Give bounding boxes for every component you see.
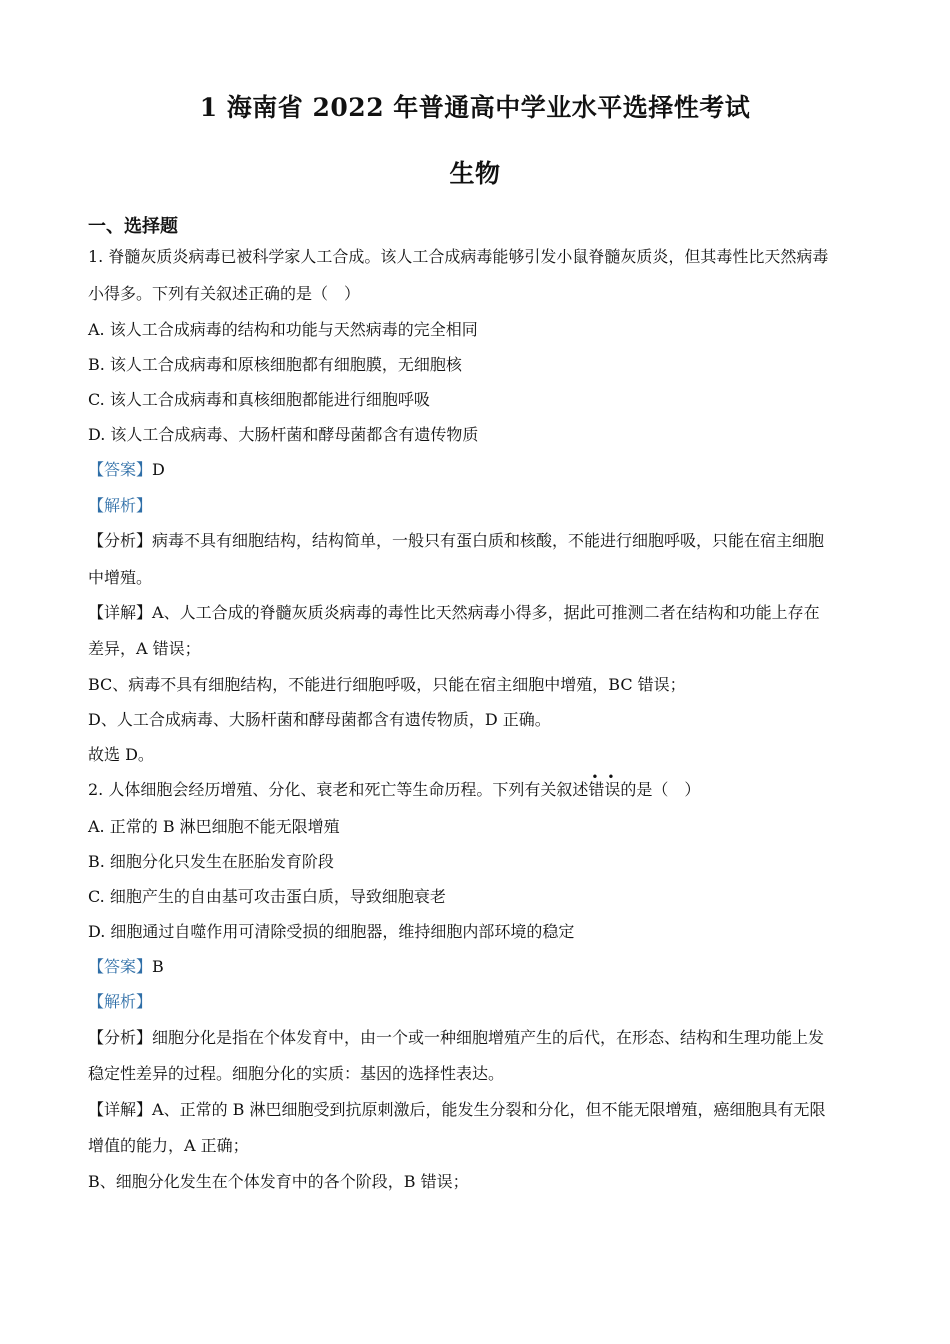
q2-analysis-heading	[88, 992, 868, 1012]
q1-analysis-heading	[88, 496, 868, 516]
xiangjie-tag: 【详解】	[88, 1100, 153, 1119]
analysis-tag: 【解析】	[88, 496, 153, 515]
q1-detail-bc: BC、病毒不具有细胞结构，不能进行细胞呼吸，只能在宿主细胞中增殖，BC 错误；	[88, 675, 686, 694]
subject-title: 生物	[449, 159, 501, 188]
q2-stem-emphasis	[588, 770, 621, 800]
q1-option-b: B. 该人工合成病毒和原核细胞都有细胞膜，无细胞核	[88, 355, 462, 374]
q1-stem-line1: 1. 脊髓灰质炎病毒已被科学家人工合成。该人工合成病毒能够引发小鼠脊髓灰质炎，但其毒性比天然病毒	[88, 247, 829, 266]
q1-fenxi-line1	[88, 531, 868, 551]
q2-stem	[88, 770, 868, 800]
q2-option-b: B. 细胞分化只发生在胚胎发育阶段	[88, 852, 334, 871]
q1-answer	[88, 460, 868, 480]
emphasis-dot-icon: •	[591, 770, 599, 784]
answer-value: D	[152, 460, 165, 479]
answer-value: B	[152, 957, 164, 976]
section-heading: 一、选择题	[88, 216, 178, 237]
q2-detail-b: B、细胞分化发生在个体发育中的各个阶段，B 错误；	[88, 1172, 469, 1191]
xiangjie-text: A、正常的 B 淋巴细胞受到抗原刺激后，能发生分裂和分化，但不能无限增殖，癌细胞具有无限	[152, 1100, 826, 1119]
q2-option-d: D. 细胞通过自噬作用可清除受损的细胞器，维持细胞内部环境的稳定	[88, 922, 575, 941]
emphasis-dot-icon: •	[607, 770, 615, 784]
q1-option-c: C. 该人工合成病毒和真核细胞都能进行细胞呼吸	[88, 390, 430, 409]
answer-tag: 【答案】	[88, 957, 153, 976]
q1-option-a: A. 该人工合成病毒的结构和功能与天然病毒的完全相同	[88, 320, 478, 339]
xiangjie-text: A、人工合成的脊髓灰质炎病毒的毒性比天然病毒小得多，据此可推测二者在结构和功能上存在	[152, 603, 820, 622]
q2-answer	[88, 957, 868, 977]
fenxi-text: 细胞分化是指在个体发育中，由一个或一种细胞增殖产生的后代，在形态、结构和生理功能上发	[152, 1028, 825, 1047]
q2-xiangjie-line2: 增值的能力，A 正确；	[88, 1136, 249, 1155]
q2-xiangjie-line1	[88, 1100, 868, 1120]
q2-option-a: A. 正常的 B 淋巴细胞不能无限增殖	[88, 817, 340, 836]
emphasis-text: 错误	[588, 780, 621, 799]
q1-conclusion: 故选 D。	[88, 745, 154, 764]
xiangjie-tag: 【详解】	[88, 603, 153, 622]
exam-title: 1 海南省 2022 年普通高中学业水平选择性考试	[199, 93, 751, 122]
fenxi-tag: 【分析】	[88, 1028, 153, 1047]
q1-stem-line2: 小得多。下列有关叙述正确的是（ ）	[88, 284, 361, 303]
answer-tag: 【答案】	[88, 460, 153, 479]
q1-xiangjie-line1	[88, 603, 868, 623]
q2-stem-pre: 2. 人体细胞会经历增殖、分化、衰老和死亡等生命历程。下列有关叙述	[88, 780, 589, 799]
q2-stem-post: 的是（ ）	[620, 780, 701, 799]
q2-fenxi-line1	[88, 1028, 868, 1048]
q1-option-d: D. 该人工合成病毒、大肠杆菌和酵母菌都含有遗传物质	[88, 425, 479, 444]
q1-xiangjie-line2: 差异，A 错误；	[88, 639, 201, 658]
analysis-tag: 【解析】	[88, 992, 153, 1011]
q2-option-c: C. 细胞产生的自由基可攻击蛋白质，导致细胞衰老	[88, 887, 446, 906]
q1-detail-d: D、人工合成病毒、大肠杆菌和酵母菌都含有遗传物质，D 正确。	[88, 710, 551, 729]
fenxi-text: 病毒不具有细胞结构，结构简单，一般只有蛋白质和核酸，不能进行细胞呼吸，只能在宿主细胞	[152, 531, 825, 550]
q1-fenxi-line2: 中增殖。	[88, 568, 153, 587]
q2-fenxi-line2: 稳定性差异的过程。细胞分化的实质：基因的选择性表达。	[88, 1064, 505, 1083]
fenxi-tag: 【分析】	[88, 531, 153, 550]
